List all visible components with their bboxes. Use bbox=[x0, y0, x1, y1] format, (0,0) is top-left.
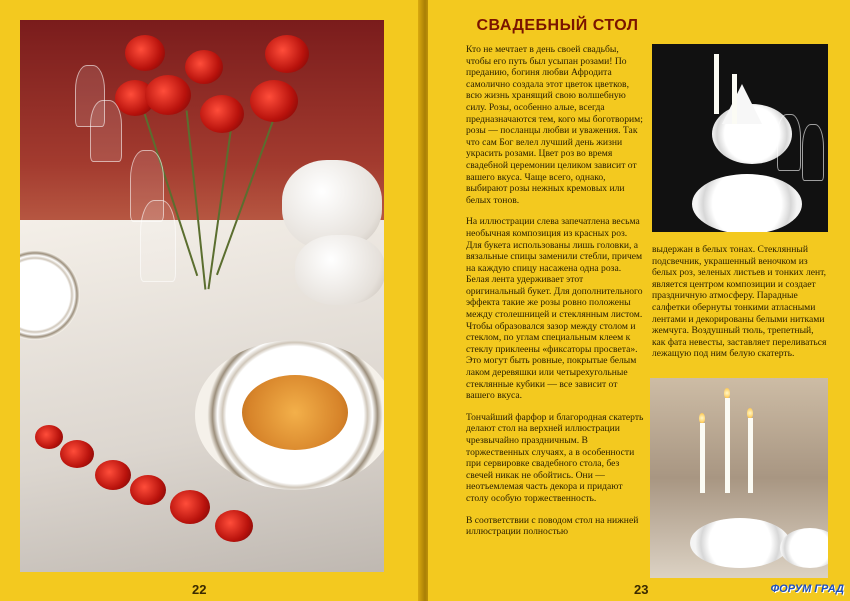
red-rose bbox=[125, 35, 165, 71]
paragraph: В соответствии с поводом стол на нижней иллюстрации полностью bbox=[466, 514, 639, 538]
text-column-1 bbox=[466, 44, 644, 548]
wine-glass bbox=[140, 200, 176, 282]
paragraph: Тончайший фарфор и благородная скатерть делают стол на верхней иллюстрации чрезвычайно праздничным. В торжественных случаях, а в особенности при сервировке свадебного стола, без свечей никак не обойтись. Они — неотъемлемая часть декора и придают столу особую торжественность. bbox=[466, 411, 644, 504]
page-title: СВАДЕБНЫЙ СТОЛ bbox=[476, 17, 639, 34]
red-rose bbox=[200, 95, 244, 133]
candle-flame bbox=[699, 413, 705, 423]
wine-glass bbox=[777, 114, 801, 171]
candle-flame bbox=[724, 388, 730, 398]
white-table-setting-photo bbox=[652, 44, 828, 232]
red-rose-under-glass bbox=[170, 490, 210, 524]
table-with-red-roses-photo bbox=[20, 20, 384, 572]
red-rose bbox=[185, 50, 223, 84]
plate bbox=[780, 528, 828, 568]
wine-glass bbox=[90, 100, 122, 162]
red-rose bbox=[250, 80, 298, 122]
candle bbox=[714, 54, 719, 114]
red-rose bbox=[265, 35, 309, 73]
red-rose-under-glass bbox=[215, 510, 253, 542]
red-rose-under-glass bbox=[35, 425, 63, 449]
left-page bbox=[0, 0, 422, 601]
red-rose bbox=[145, 75, 191, 115]
candle bbox=[732, 74, 737, 124]
red-rose-under-glass bbox=[95, 460, 131, 490]
red-rose-under-glass bbox=[130, 475, 166, 505]
plate bbox=[692, 174, 802, 232]
plate bbox=[690, 518, 790, 568]
paragraph: На иллюстрации слева запечатлена весьма необычная композиция из красных роз. Для букета использованы лишь головки, а вязальные спицы заменили стебли, причем на каждую спицу насажена одна роза. Белая лента удерживает этот оригинальный букет. Для дополнительного эффекта такие же розы ровно положены между столешницей и стеклянным листом. Чтобы образовался зазор между столом и стеклом, по углам специальным клеем к стеклу приклеены «фиксаторы просвета». Это могут быть ровные, покрытые белым лаком деревяшки или четырехугольные стеклянные кубики — все зависит от вашего вкуса. bbox=[466, 216, 643, 402]
red-rose-under-glass bbox=[60, 440, 94, 468]
wine-glass bbox=[802, 124, 824, 181]
text-column-2: выдержан в белых тонах. Стеклянный подсвечник, украшенный веночком из белых роз, зеленых листьев и тонких лент, является центром композиции и создает праздничную атмосферу. Парадные салфетки обернуты тонкими атласными лентами и декорированы белыми нитками жемчуга. Воздушный тюль, трепетный, как фата невесты, заставляет переливаться лежащую под ним белую скатерть. bbox=[652, 244, 827, 360]
candle bbox=[748, 418, 753, 493]
candelabra-with-white-roses-photo bbox=[650, 378, 828, 578]
page-number-right: 23 bbox=[634, 582, 649, 597]
paragraph: Кто не мечтает в день своей свадьбы, чтобы его путь был усыпан розами! По преданию, богиня любви Афродита самолично создала этот цветок цветков, всю жизнь хранящий свою волшебную силу. Розы, особенно алые, всегда предназначаются тем, кого мы боготворим; розы — посланцы любви и уважения. Так что сам Бог велел лучший день жизни украсить розами. Цвет роз во время свадебной церемонии целиком зависит от вашего вкуса. Чаще всего, однако, выбирают розы нежных кремовых или белых тонов. bbox=[466, 44, 643, 206]
watermark-logo: ФОРУМ ГРАД bbox=[770, 583, 844, 595]
candle bbox=[700, 423, 705, 493]
page-number-left: 22 bbox=[192, 582, 207, 597]
candle bbox=[725, 398, 730, 493]
sugar-bowl bbox=[295, 235, 384, 305]
soup bbox=[242, 375, 348, 450]
candle-flame bbox=[747, 408, 753, 418]
